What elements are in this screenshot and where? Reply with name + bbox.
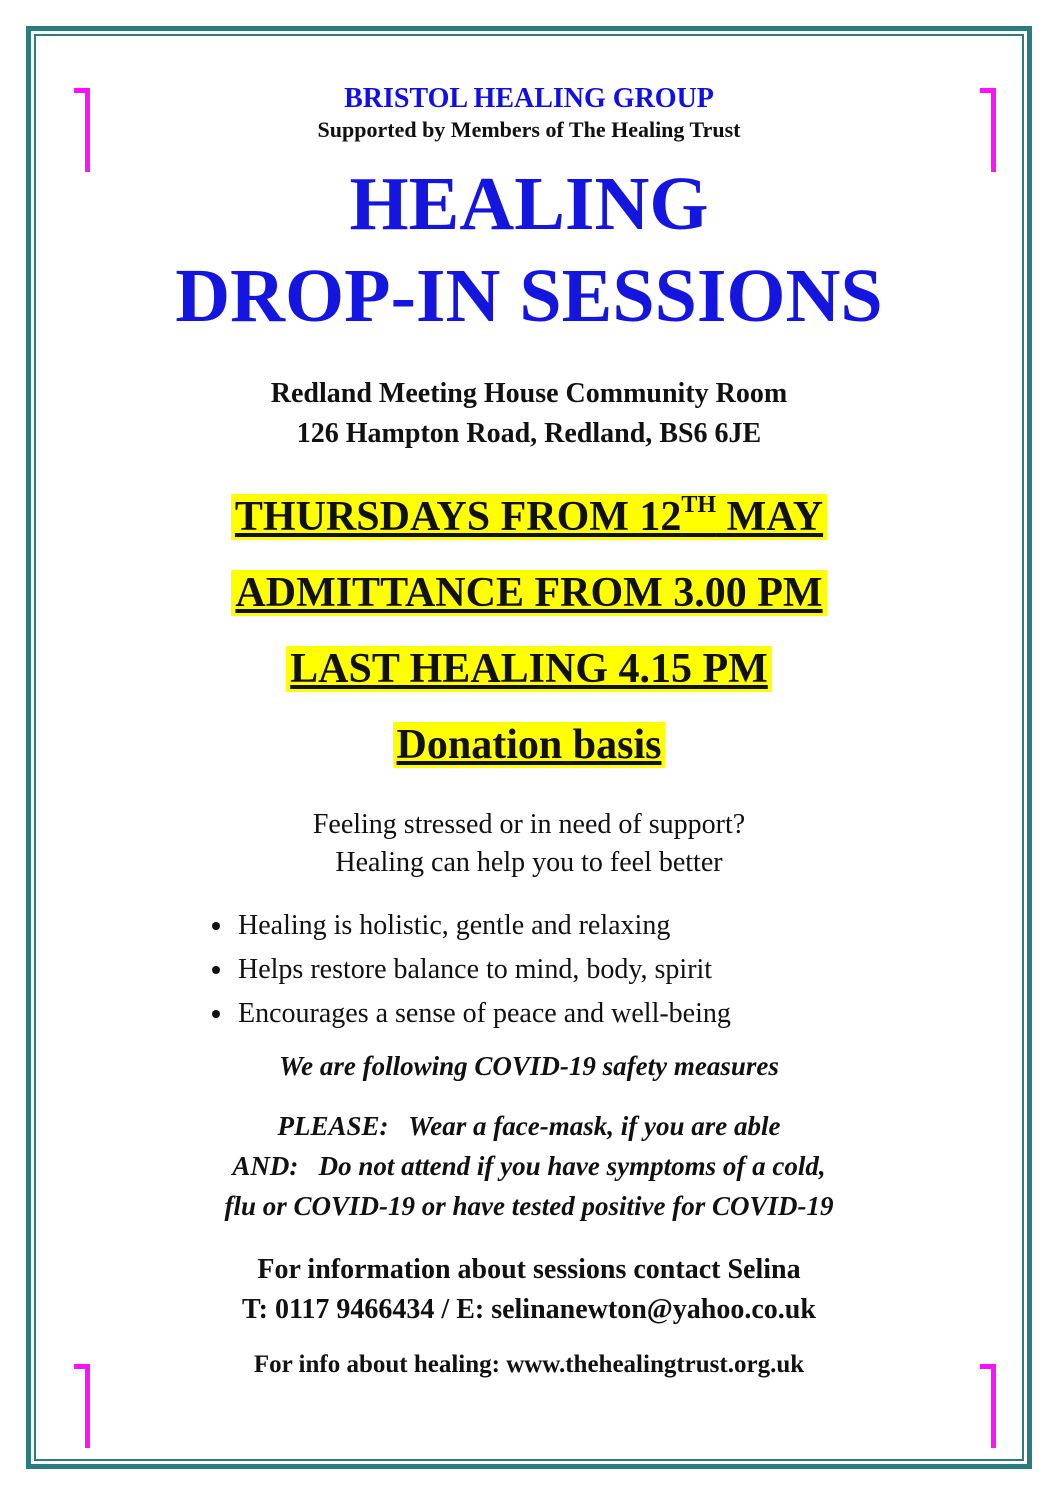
support-line: Supported by Members of The Healing Trust — [317, 117, 741, 142]
list-item — [210, 992, 998, 1036]
ordinal-suffix: TH — [681, 492, 717, 518]
schedule-admittance — [60, 566, 998, 620]
donation-highlight: Donation basis — [393, 722, 666, 768]
last-healing-highlight: LAST HEALING 4.15 PM — [286, 646, 772, 692]
list-item — [210, 948, 998, 992]
covid-line-3: flu or COVID-19 or have tested positive for COVID-19 — [224, 1191, 834, 1221]
schedule-donation — [60, 718, 998, 772]
thursdays-highlight — [231, 494, 827, 540]
contact-details — [60, 1250, 998, 1330]
admittance-highlight: ADMITTANCE FROM 3.00 PM — [231, 570, 826, 616]
info-website: For info about healing: www.thehealingtrust.org.uk — [253, 1351, 805, 1378]
bullet-dot-icon — [212, 1010, 220, 1018]
covid-heading: We are following COVID-19 safety measures — [279, 1051, 779, 1081]
organisation-name: BRISTOL HEALING GROUP — [344, 83, 714, 114]
list-item-text: Encourages a sense of peace and well-being — [238, 998, 731, 1029]
benefits-list — [210, 904, 998, 1036]
intro-line-1: Feeling stressed or in need of support? — [312, 809, 746, 840]
schedule-thursdays — [60, 490, 998, 544]
covid-instructions — [60, 1106, 998, 1226]
schedule-last-healing — [60, 642, 998, 696]
list-item-text: Helps restore balance to mind, body, spirit — [238, 954, 713, 985]
contact-line-1: For information about sessions contact Selina — [257, 1254, 801, 1285]
covid-line-2: AND: Do not attend if you have symptoms of a cold, — [232, 1151, 826, 1181]
venue-line-2: 126 Hampton Road, Redland, BS6 6JE — [296, 418, 762, 449]
venue-line-1: Redland Meeting House Community Room — [270, 378, 788, 409]
list-item-text: Healing is holistic, gentle and relaxing — [238, 910, 671, 941]
bullet-dot-icon — [212, 922, 220, 930]
list-item — [210, 904, 998, 948]
covid-line-1: PLEASE: Wear a face-mask, if you are able — [277, 1111, 781, 1141]
bullet-dot-icon — [212, 966, 220, 974]
contact-line-2: T: 0117 9466434 / E: selinanewton@yahoo.co.uk — [242, 1294, 816, 1325]
intro-line-2: Healing can help you to feel better — [335, 847, 723, 878]
title-line-1: HEALING — [349, 162, 709, 246]
title-line-2: DROP-IN SESSIONS — [175, 254, 883, 338]
thursdays-month: MAY — [716, 494, 824, 540]
thursdays-text: THURSDAYS FROM 12 — [234, 494, 682, 540]
poster-content — [60, 82, 998, 1382]
poster-title — [60, 158, 998, 342]
intro-text — [60, 806, 998, 882]
venue-address — [60, 374, 998, 454]
